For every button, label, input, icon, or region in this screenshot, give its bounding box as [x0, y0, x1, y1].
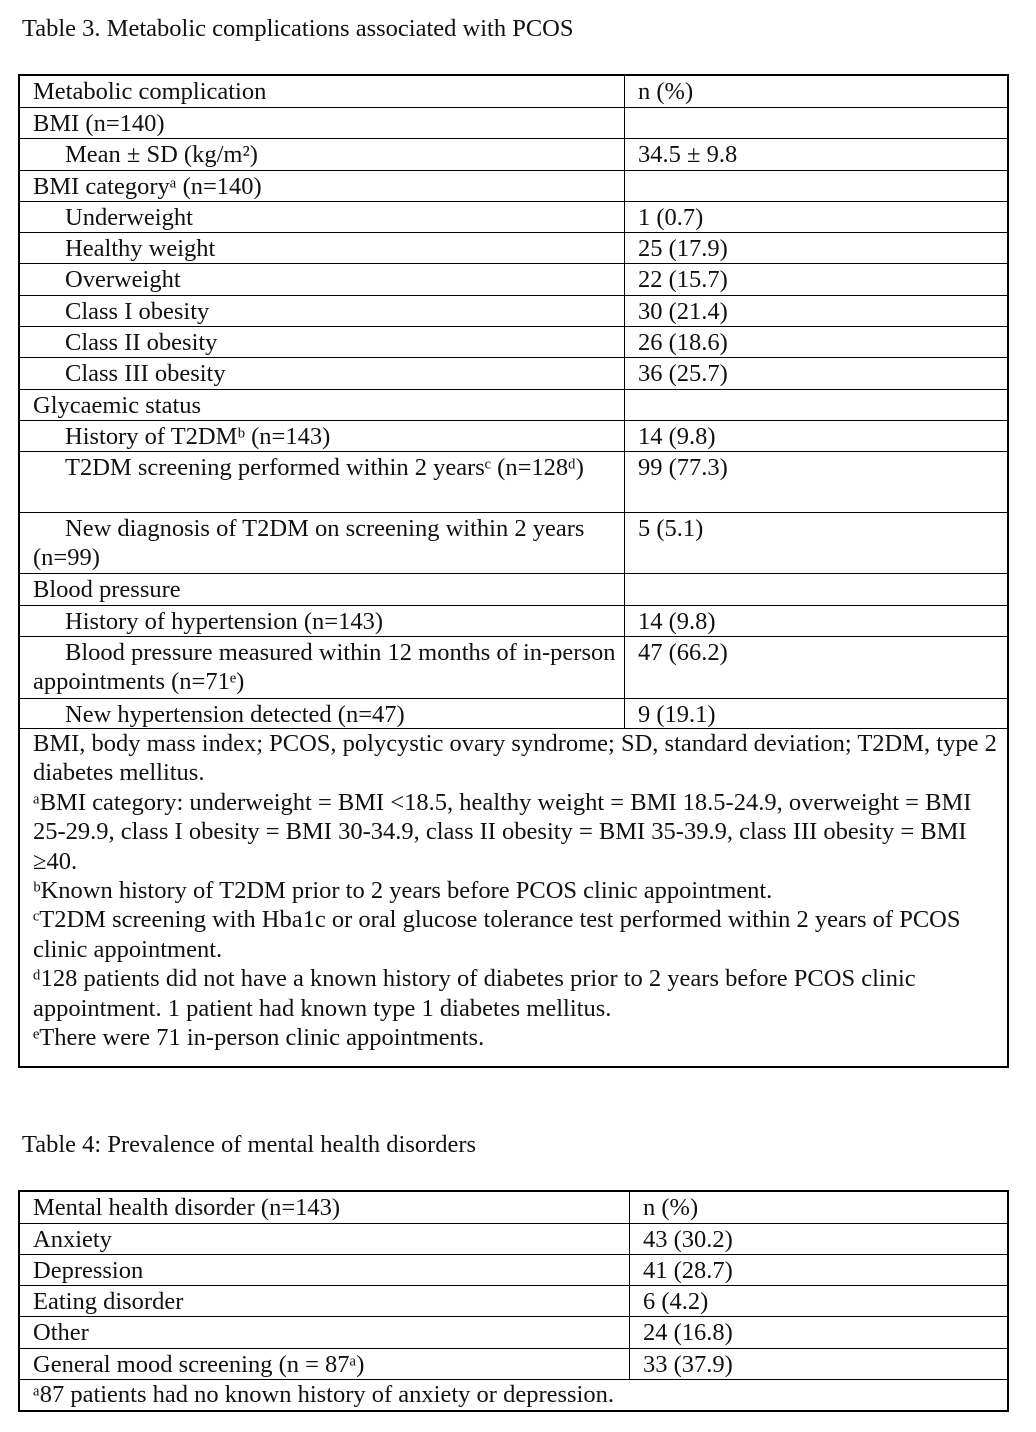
row-label: History of T2DMᵇ (n=143) — [20, 421, 625, 451]
header-cell-value: n (%) — [643, 1194, 699, 1221]
footnote: BMI, body mass index; PCOS, polycystic ovary syndrome; SD, standard deviation; T2DM, type 2 diabetes mellitus. — [33, 730, 997, 787]
row-label: Mean ± SD (kg/m²) — [20, 139, 625, 170]
table-row — [20, 637, 1007, 699]
row-value — [625, 574, 1007, 605]
row-label: Blood pressure measured within 12 months of in-person appointments (n=71ᵉ) — [20, 637, 625, 698]
table3-caption: Table 3. Metabolic complications associated with PCOS — [22, 15, 574, 42]
footnote: ᵃBMI category: underweight = BMI <18.5, healthy weight = BMI 18.5-24.9, overweight = BMI 25-29.9, class I obesity = BMI 30-34.9, class II obesity = BMI 35-39.9, class III obesity = BMI ≥40. — [33, 788, 972, 875]
table-row — [20, 327, 1007, 358]
row-value: 6 (4.2) — [643, 1288, 709, 1315]
table-row — [20, 202, 1007, 233]
row-label: Healthy weight — [20, 233, 625, 263]
row-value — [625, 171, 1007, 201]
row-label: Class III obesity — [20, 358, 625, 389]
row-value: 36 (25.7) — [638, 360, 728, 387]
row-value: 43 (30.2) — [643, 1226, 733, 1253]
row-value: 5 (5.1) — [638, 515, 704, 542]
table-row — [20, 1224, 1007, 1255]
row-value: 22 (15.7) — [638, 266, 728, 293]
row-value: 1 (0.7) — [638, 204, 704, 231]
row-value: 30 (21.4) — [638, 298, 728, 325]
table-row — [20, 1255, 1007, 1286]
row-label: Anxiety — [20, 1224, 630, 1254]
row-value: 34.5 ± 9.8 — [638, 141, 738, 168]
table3-footnotes — [20, 729, 1007, 1052]
table-row — [20, 699, 1007, 729]
row-value: 9 (19.1) — [638, 701, 716, 728]
row-label: T2DM screening performed within 2 yearsᶜ (n=128ᵈ) — [20, 452, 625, 512]
row-label: Glycaemic status — [20, 390, 625, 420]
row-label: General mood screening (n = 87ᵃ) — [20, 1349, 630, 1379]
row-value: 24 (16.8) — [643, 1319, 733, 1346]
header-cell-value: n (%) — [638, 78, 694, 105]
table-row — [20, 1317, 1007, 1349]
table-row — [20, 171, 1007, 202]
row-label: New hypertension detected (n=47) — [20, 699, 625, 728]
row-label: Other — [20, 1317, 630, 1348]
table-row — [20, 606, 1007, 637]
row-value: 33 (37.9) — [643, 1351, 733, 1378]
footnote: ᶜT2DM screening with Hba1c or oral glucose tolerance test performed within 2 years of PCOS clinic appointment. — [33, 906, 961, 963]
table-row — [20, 296, 1007, 327]
table-header-row — [20, 76, 1007, 108]
row-label: Underweight — [20, 202, 625, 232]
table-row — [20, 108, 1007, 139]
row-value: 25 (17.9) — [638, 235, 728, 262]
row-label: Class II obesity — [20, 327, 625, 357]
row-label: Blood pressure — [20, 574, 625, 605]
table-row — [20, 358, 1007, 390]
table-row — [20, 574, 1007, 606]
row-value: 14 (9.8) — [638, 608, 716, 635]
table-row — [20, 390, 1007, 421]
row-label: BMI categoryᵃ (n=140) — [20, 171, 625, 201]
row-label: Depression — [20, 1255, 630, 1285]
row-value: 41 (28.7) — [643, 1257, 733, 1284]
table-row — [20, 421, 1007, 452]
row-value — [625, 108, 1007, 138]
row-label: New diagnosis of T2DM on screening within 2 years (n=99) — [20, 513, 625, 573]
footnote: ᵉThere were 71 in-person clinic appointments. — [33, 1023, 485, 1051]
table-row — [20, 1349, 1007, 1380]
table4-footnotes — [20, 1380, 1007, 1409]
header-cell-label: Mental health disorder (n=143) — [20, 1192, 630, 1223]
header-cell-label: Metabolic complication — [20, 76, 625, 107]
row-label: Class I obesity — [20, 296, 625, 326]
table-row — [20, 264, 1007, 296]
row-value: 47 (66.2) — [638, 639, 728, 666]
row-label: Overweight — [20, 264, 625, 295]
table-row — [20, 139, 1007, 171]
table4-caption: Table 4: Prevalence of mental health disorders — [22, 1131, 477, 1158]
footnote: ᵇKnown history of T2DM prior to 2 years before PCOS clinic appointment. — [33, 876, 773, 904]
row-label: BMI (n=140) — [20, 108, 625, 138]
table-row — [20, 513, 1007, 574]
table-header-row — [20, 1192, 1007, 1224]
row-value: 14 (9.8) — [638, 423, 716, 450]
row-value: 99 (77.3) — [638, 454, 728, 481]
table3 — [18, 74, 1009, 1068]
table-row — [20, 233, 1007, 264]
row-value: 26 (18.6) — [638, 329, 728, 356]
footnote: ᵃ87 patients had no known history of anxiety or depression. — [33, 1381, 614, 1408]
table-row — [20, 452, 1007, 513]
row-label: Eating disorder — [20, 1286, 630, 1316]
table4 — [18, 1190, 1009, 1412]
row-value — [625, 390, 1007, 420]
table-row — [20, 1286, 1007, 1317]
row-label: History of hypertension (n=143) — [20, 606, 625, 636]
footnote: ᵈ128 patients did not have a known history of diabetes prior to 2 years before PCOS clinic appointment. 1 patient had known type 1 diabetes mellitus. — [33, 965, 916, 1022]
